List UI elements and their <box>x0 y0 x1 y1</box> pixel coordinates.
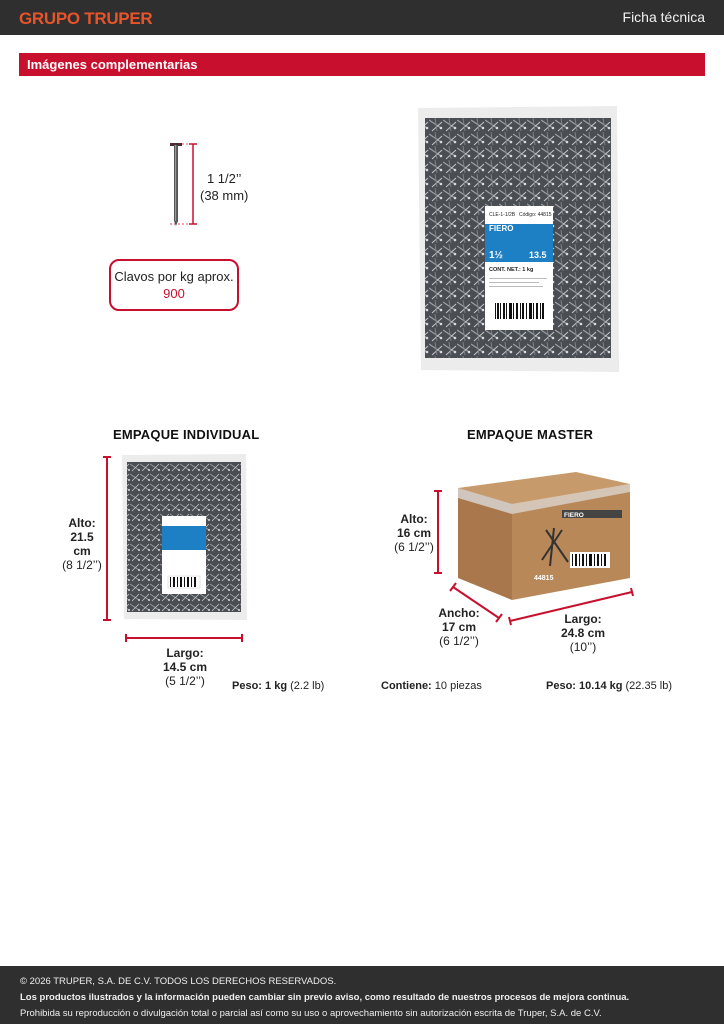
label-gauge: 13.5 <box>529 250 547 260</box>
nail-length-in: 1 1/2’’ <box>206 171 242 186</box>
footer-notice: Los productos ilustrados y la información pueden cambiar sin previo aviso, como resultado de nuestros procesos de mejora continua. <box>20 992 630 1003</box>
master-contents <box>381 680 482 692</box>
brand-logo: GRUPO TRUPER <box>19 9 153 28</box>
individual-length-in: (5 1/2’’) <box>165 674 205 688</box>
individual-package-photo <box>120 452 248 622</box>
master-length <box>553 612 613 654</box>
individual-height-in: (8 1/2’’) <box>62 558 102 572</box>
master-height-in: (6 1/2’’) <box>394 540 434 554</box>
master-weight <box>546 680 672 692</box>
individual-weight <box>232 680 324 692</box>
footer-prohibition: Prohibida su reproducción o divulgación total o parcial así como su uso o aprovechamiento sin autorización escrita de Truper, S.A. de C.V. <box>20 1008 602 1019</box>
individual-height-cm: 21.5 cm <box>70 530 94 558</box>
nail-length <box>200 170 248 204</box>
individual-weight-label: Peso: <box>232 680 262 692</box>
master-box-code: 44815 <box>534 575 554 582</box>
individual-length-label: Largo: <box>166 646 204 660</box>
master-height-dimension-line <box>437 490 439 574</box>
individual-length <box>150 646 220 688</box>
master-length-cm: 24.8 cm <box>560 626 606 640</box>
master-width <box>436 606 482 648</box>
nails-per-kg-box <box>109 259 239 311</box>
master-width-label: Ancho: <box>438 606 480 620</box>
master-length-label: Largo: <box>564 612 602 626</box>
master-contents-label: Contiene: <box>381 680 432 692</box>
master-height-cm: 16 cm <box>396 526 432 540</box>
nails-per-kg-value: 900 <box>163 286 185 301</box>
label-sku: CLE-1-1/2B <box>489 212 516 218</box>
footer <box>0 966 724 1024</box>
individual-weight-lb: (2.2 lb) <box>290 680 325 692</box>
master-height-label: Alto: <box>400 512 428 526</box>
individual-length-cm: 14.5 cm <box>162 660 208 674</box>
svg-text:FIERO: FIERO <box>564 512 584 519</box>
label-code: Código: 44815 <box>519 212 552 218</box>
master-package-heading: EMPAQUE MASTER <box>467 427 594 442</box>
master-weight-label: Peso: <box>546 680 576 692</box>
master-weight-value: 10.14 kg <box>579 680 623 692</box>
footer-copyright: © 2026 TRUPER, S.A. DE C.V. TODOS LOS DERECHOS RESERVADOS. <box>20 976 337 987</box>
document-type: Ficha técnica <box>622 9 705 25</box>
individual-height-dimension-line <box>106 456 108 621</box>
label-size: 1½ <box>489 250 503 261</box>
master-contents-value: 10 piezas <box>434 680 482 692</box>
label-brand: FIERO <box>489 224 514 233</box>
individual-height-label: Alto: <box>68 516 96 530</box>
master-width-in: (6 1/2’’) <box>439 634 479 648</box>
nails-per-kg-label: Clavos por kg aprox. <box>114 269 234 284</box>
individual-height <box>60 516 104 572</box>
individual-length-dimension-line <box>125 637 243 639</box>
section-title: Imágenes complementarias <box>27 57 198 72</box>
section-bar <box>19 53 705 76</box>
master-weight-lb: (22.35 lb) <box>625 680 672 692</box>
master-width-cm: 17 cm <box>441 620 477 634</box>
product-bag-photo <box>415 104 620 374</box>
master-length-in: (10’’) <box>569 640 597 654</box>
master-height <box>393 512 435 554</box>
nail-length-mm: (38 mm) <box>200 188 249 203</box>
individual-weight-value: 1 kg <box>265 680 288 692</box>
label-content: CONT. NET.: 1 kg <box>489 267 534 273</box>
top-bar <box>0 0 724 35</box>
individual-package-heading: EMPAQUE INDIVIDUAL <box>113 427 260 442</box>
